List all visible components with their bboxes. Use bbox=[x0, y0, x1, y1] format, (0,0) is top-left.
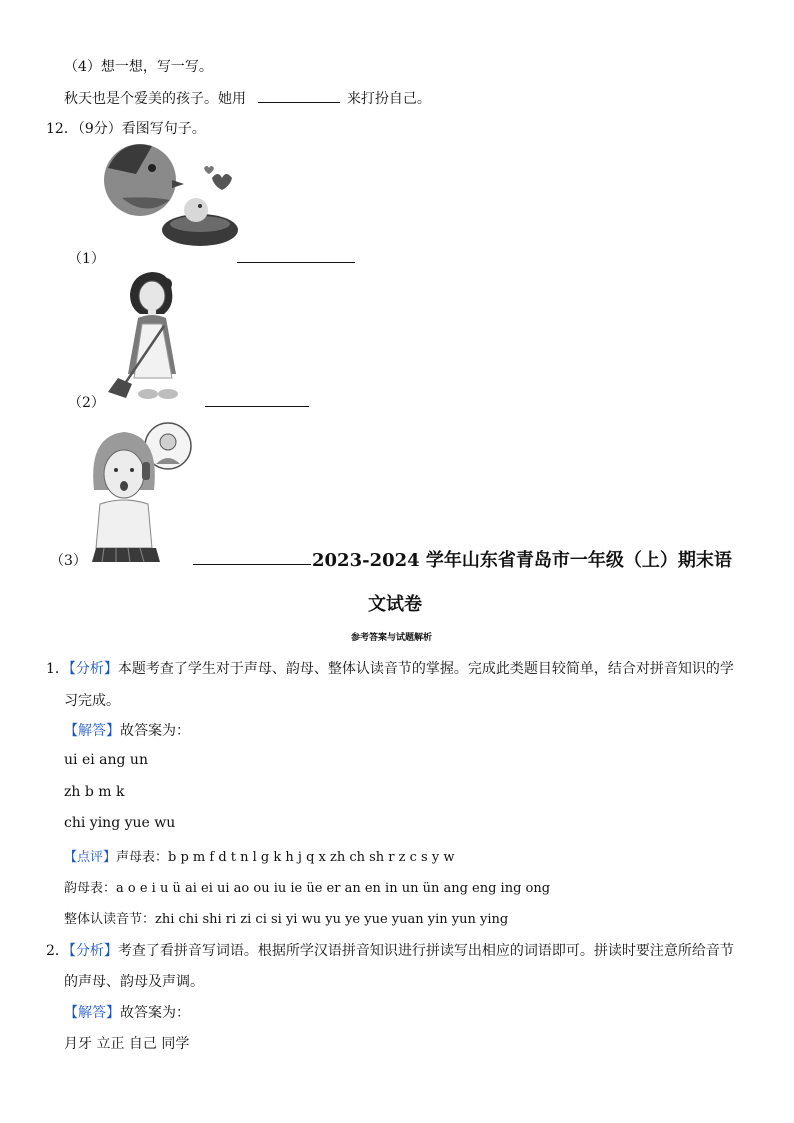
answer1-analysis-line2: 习完成。 bbox=[64, 693, 120, 709]
answer2-analysis-line2: 的声母、韵母及声调。 bbox=[64, 974, 204, 990]
doc-title-line2: 文试卷 bbox=[368, 594, 422, 615]
solution-text: 故答案为： bbox=[120, 1005, 190, 1021]
q12-item3-label: （3） bbox=[50, 553, 87, 569]
answers-subtitle: 参考答案与试题解析 bbox=[351, 633, 433, 643]
sentence-before: 秋天也是个爱美的孩子。她用 bbox=[64, 91, 246, 107]
answer1-line: chi ying yue wu bbox=[64, 815, 176, 831]
analysis-tag: 【分析】 bbox=[68, 661, 118, 677]
q12-item3-answer-blank[interactable] bbox=[193, 550, 311, 565]
answer2-number: 2． bbox=[46, 943, 69, 959]
solution-text: 故答案为： bbox=[120, 723, 190, 739]
answer1-comment-line2: 韵母表：a o e i u ü ai ei ui ao ou iu ie üe er an en in un ün ang eng ing ong bbox=[64, 881, 551, 896]
answer1-line: zh b m k bbox=[64, 784, 125, 800]
doc-title-line1: 2023-2024 学年山东省青岛市一年级（上）期末语 bbox=[312, 550, 732, 571]
answer1-line: ui ei ang un bbox=[64, 752, 148, 768]
answer1-solution bbox=[64, 720, 190, 740]
comment-tag: 【点评】 bbox=[64, 850, 117, 865]
answer1-comment-line3: 整体认读音节：zhi chi shi ri zi ci si yi wu yu ye yue yuan yin yun ying bbox=[64, 912, 509, 927]
sentence-after: 来打扮自己。 bbox=[346, 91, 431, 107]
q11-part4-label: （4）想一想，写一写。 bbox=[64, 59, 213, 75]
q12-item1-label: （1） bbox=[68, 251, 105, 267]
q12-item2-answer-blank[interactable] bbox=[205, 392, 309, 407]
q12-item1-answer-blank[interactable] bbox=[237, 248, 355, 263]
comment-text: 声母表：b p m f d t n l g k h j q x zh ch sh r z c s y w bbox=[116, 850, 455, 865]
girl-on-phone-image bbox=[82, 420, 194, 564]
answer2-solution bbox=[64, 1002, 190, 1022]
analysis-text: 考查了看拼音写词语。根据所学汉语拼音知识进行拼读写出相应的词语即可。拼读时要注意所给音节 bbox=[117, 943, 734, 959]
girl-sweeping-image bbox=[108, 266, 204, 404]
analysis-text: 本题考查了学生对于声母、韵母、整体认读音节的掌握。完成此类题目较简单，结合对拼音知识的学 bbox=[117, 661, 734, 677]
answer2-analysis bbox=[46, 940, 734, 960]
answer1-comment bbox=[64, 846, 454, 865]
bird-feeding-chick-image bbox=[100, 140, 240, 252]
analysis-tag: 【分析】 bbox=[68, 943, 118, 959]
answer1-analysis bbox=[46, 658, 734, 678]
q11-part4-sentence bbox=[64, 88, 431, 108]
answer2-words: 月牙 立正 自己 同学 bbox=[64, 1036, 190, 1052]
solution-tag: 【解答】 bbox=[64, 723, 120, 739]
q12-item2-label: （2） bbox=[68, 395, 105, 411]
q12-header: 12．（9分）看图写句子。 bbox=[46, 121, 206, 137]
answer-blank[interactable] bbox=[258, 88, 340, 103]
answer1-number: 1． bbox=[46, 661, 69, 677]
solution-tag: 【解答】 bbox=[64, 1005, 120, 1021]
